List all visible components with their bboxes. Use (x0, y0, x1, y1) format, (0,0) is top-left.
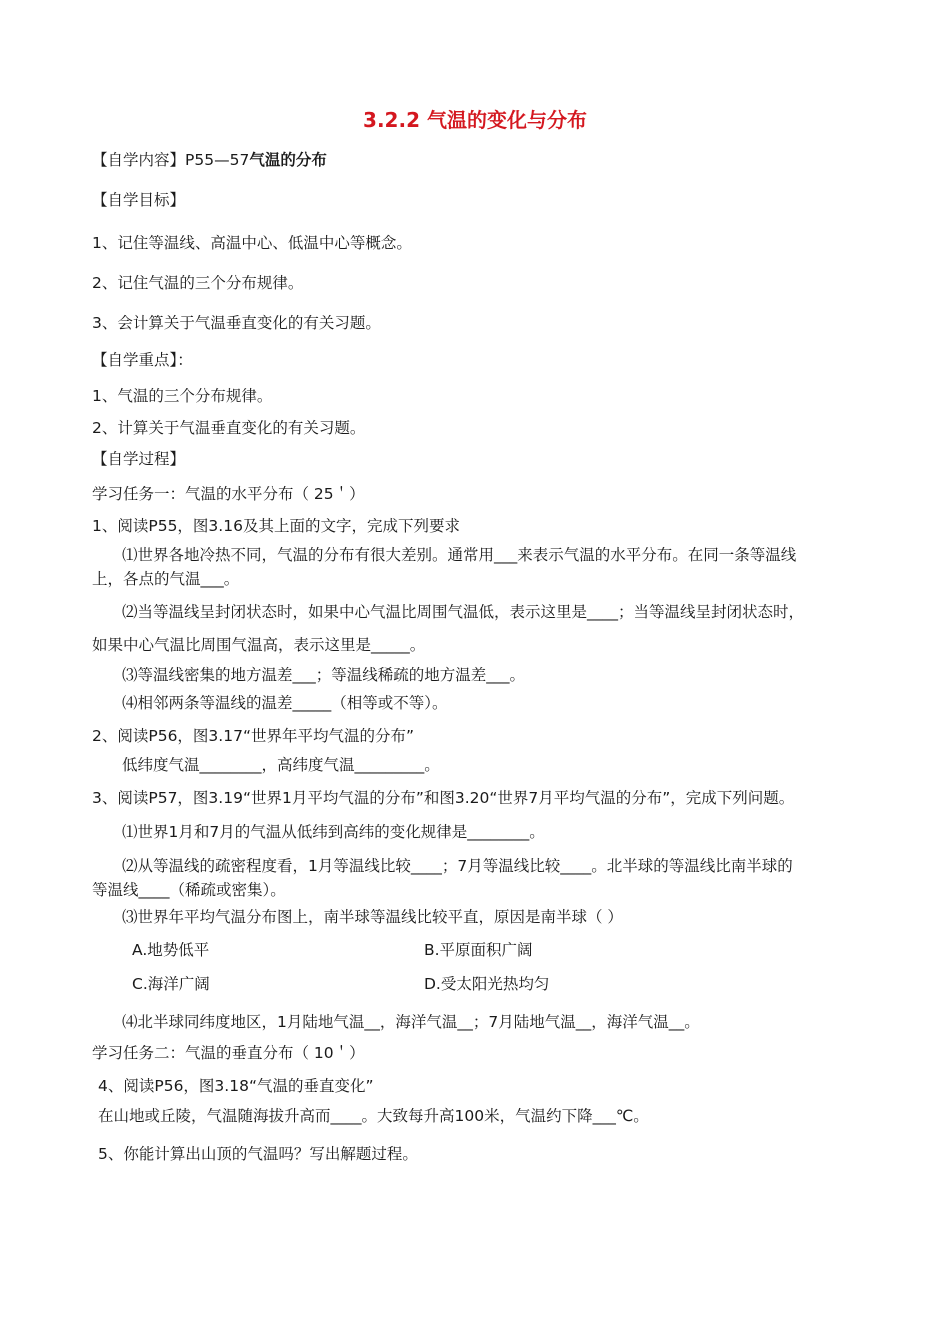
question-3-4: ⑷北半球同纬度地区，1月陆地气温__，海洋气温__；7月陆地气温__，海洋气温__。 (122, 1013, 700, 1031)
question-3-2-line2: 等温线____（稀疏或密集）。 (92, 881, 286, 899)
goal-item: 2、记住气温的三个分布规律。 (92, 274, 304, 292)
option-d: D.受太阳光热均匀 (424, 975, 550, 993)
task2-title: 学习任务二：气温的垂直分布（ 10＇） (92, 1044, 365, 1062)
option-c: C.海洋广阔 (132, 975, 210, 993)
key-item: 1、气温的三个分布规律。 (92, 387, 273, 405)
task1-title: 学习任务一：气温的水平分布（ 25＇） (92, 485, 365, 503)
question-5: 5、你能计算出山顶的气温吗？写出解题过程。 (98, 1145, 418, 1163)
option-a: A.地势低平 (132, 941, 210, 959)
goal-item: 3、会计算关于气温垂直变化的有关习题。 (92, 314, 381, 332)
question-1-lead: 1、阅读P55，图3.16及其上面的文字，完成下列要求 (92, 517, 460, 535)
question-4-line: 在山地或丘陵，气温随海拔升高而____。大致每升高100米，气温约下降___℃。 (98, 1107, 649, 1125)
goal-item: 1、记住等温线、高温中心、低温中心等概念。 (92, 234, 412, 252)
content-line (92, 150, 327, 170)
question-3-2-line1: ⑵从等温线的疏密程度看，1月等温线比较____；7月等温线比较____。北半球的等温线比南半球的 (122, 857, 793, 875)
question-3-3: ⑶世界年平均气温分布图上，南半球等温线比较平直，原因是南半球（ ） (122, 908, 623, 926)
option-b: B.平原面积广阔 (424, 941, 533, 959)
key-item: 2、计算关于气温垂直变化的有关习题。 (92, 419, 366, 437)
question-1-3: ⑶等温线密集的地方温差___；等温线稀疏的地方温差___。 (122, 666, 526, 684)
question-1-2-line2: 如果中心气温比周围气温高，表示这里是_____。 (92, 636, 426, 654)
question-1-2-line1: ⑵当等温线呈封闭状态时，如果中心气温比周围气温低，表示这里是____；当等温线呈封闭状态时， (122, 603, 805, 621)
question-1-1-line1: ⑴世界各地冷热不同，气温的分布有很大差别。通常用___来表示气温的水平分布。在同一条等温线 (122, 546, 797, 564)
question-1-1-line2: 上，各点的气温___。 (92, 570, 240, 588)
process-heading: 【自学过程】 (92, 450, 186, 468)
key-heading: 【自学重点】： (92, 351, 193, 369)
question-2-lead: 2、阅读P56，图3.17“世界年平均气温的分布” (92, 727, 415, 745)
question-1-4: ⑷相邻两条等温线的温差_____（相等或不等）。 (122, 694, 448, 712)
question-2-line: 低纬度气温________，高纬度气温_________。 (122, 756, 440, 774)
question-3-lead: 3、阅读P57，图3.19“世界1月平均气温的分布”和图3.20“世界7月平均气温的分布”，完成下列问题。 (92, 789, 795, 807)
page-title: 3.2.2 气温的变化与分布 (363, 108, 587, 132)
content-topic: 气温的分布 (249, 151, 327, 169)
question-4-lead: 4、阅读P56，图3.18“气温的垂直变化” (98, 1077, 374, 1095)
goals-heading: 【自学目标】 (92, 191, 186, 209)
content-pages: P55—57 (185, 151, 250, 169)
question-3-1: ⑴世界1月和7月的气温从低纬到高纬的变化规律是________。 (122, 823, 545, 841)
content-label: 【自学内容】 (92, 151, 186, 169)
